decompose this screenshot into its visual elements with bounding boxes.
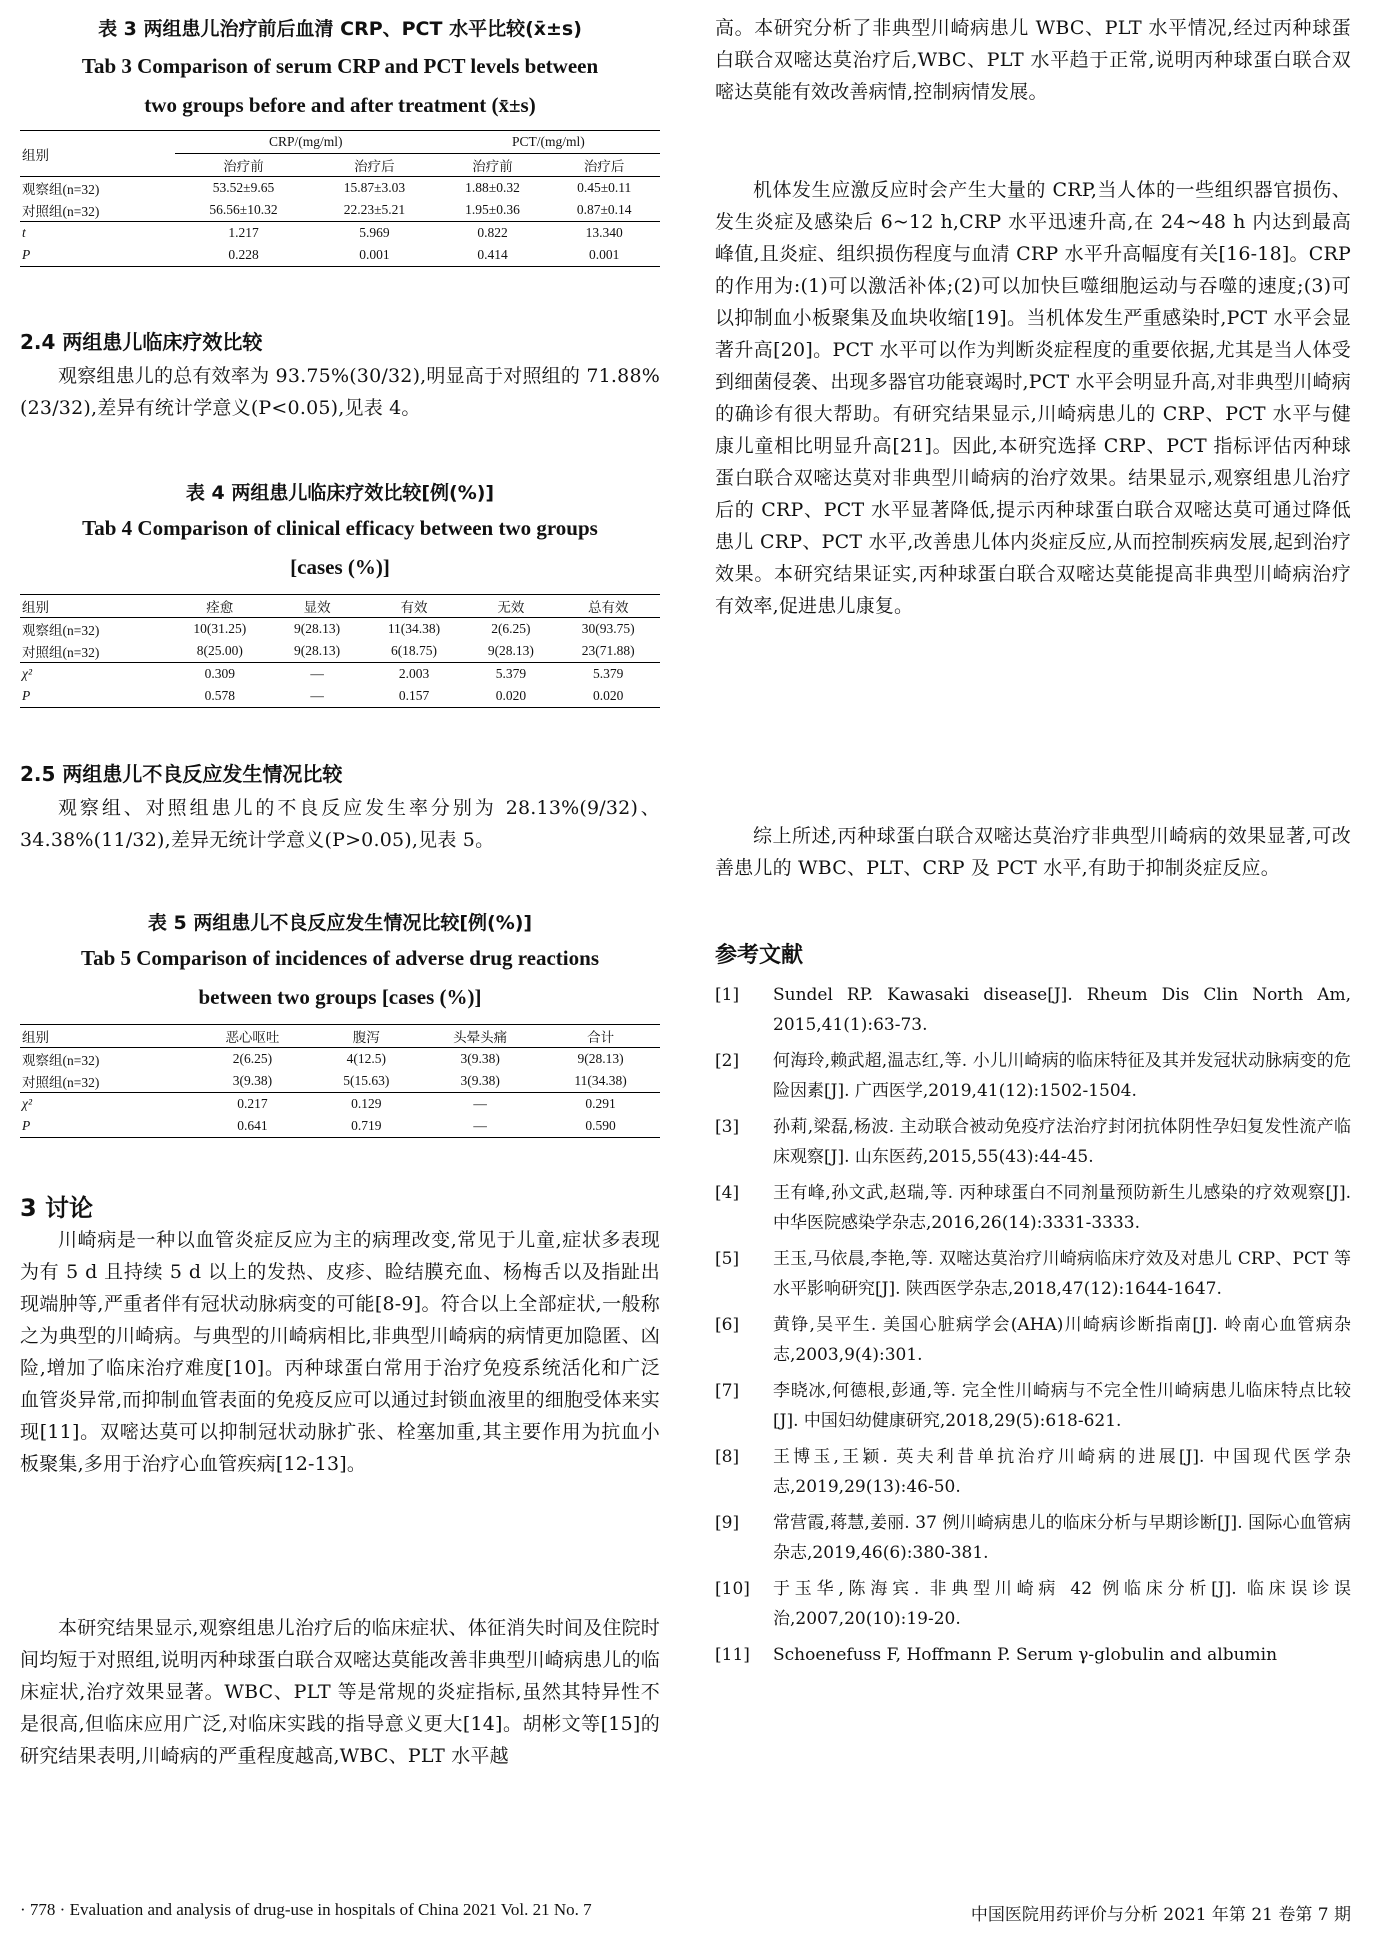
table5 — [20, 1024, 660, 1138]
reference-list — [715, 980, 1351, 1676]
table4-cell: 9(28.13) — [294, 621, 341, 636]
table5-cell: 5(15.63) — [343, 1073, 390, 1088]
section-2-4-heading: 2.4 两组患儿临床疗效比较 — [20, 330, 263, 354]
table5-cell: 9(28.13) — [577, 1051, 624, 1066]
reference-number: [3] — [715, 1117, 740, 1137]
table4-cell: 2.003 — [398, 666, 430, 681]
section-2-5-heading: 2.5 两组患儿不良反应发生情况比较 — [20, 762, 343, 786]
table4-title-en-1: Tab 4 Comparison of clinical efficacy between two groups — [82, 516, 598, 540]
table3-cell: 观察组(n=32) — [22, 182, 100, 197]
table3-row — [20, 199, 660, 222]
table3-row — [20, 244, 660, 267]
reference-item — [715, 1640, 1351, 1670]
table3-cell: 53.52±9.65 — [212, 180, 275, 195]
table5-header-row — [20, 1025, 660, 1048]
section-2-5-paragraph: 观察组、对照组患儿的不良反应发生率分别为 28.13%(9/32)、34.38%(11/32),差异无统计学意义(P>0.05),见表 5。 — [20, 797, 660, 851]
table3-row — [20, 222, 660, 245]
table5-row — [20, 1093, 660, 1116]
reference-item — [715, 1310, 1351, 1370]
table5-row — [20, 1070, 660, 1093]
table5-cell: P — [22, 1118, 31, 1133]
section-2-4-paragraph: 观察组患儿的总有效率为 93.75%(30/32),明显高于对照组的 71.88%(23/32),差异有统计学意义(P<0.05),见表 4。 — [20, 365, 660, 419]
table4-cell: 0.157 — [398, 688, 430, 703]
table5-header: 合计 — [587, 1030, 615, 1045]
table3-cell: 0.414 — [477, 247, 508, 262]
table3-header-group: 组别 — [20, 131, 175, 177]
reference-item — [715, 1046, 1351, 1106]
table5-cell: 3(9.38) — [232, 1073, 273, 1088]
table3-header-pct-before: 治疗前 — [472, 159, 513, 174]
table3-cell: 0.45±0.11 — [577, 180, 632, 195]
table5-header: 恶心呕吐 — [225, 1030, 280, 1045]
table3-cell: 15.87±3.03 — [343, 180, 406, 195]
table5-cell: χ² — [22, 1096, 32, 1111]
table5-title-en-2: between two groups [cases (%)] — [198, 985, 482, 1009]
reference-item — [715, 1244, 1351, 1304]
table5-cell: 3(9.38) — [460, 1073, 500, 1088]
reference-item — [715, 1508, 1351, 1568]
reference-number: [6] — [715, 1315, 740, 1335]
table4-header-row — [20, 595, 660, 618]
table4 — [20, 594, 660, 708]
reference-item — [715, 1376, 1351, 1436]
table5-cell: 4(12.5) — [346, 1051, 386, 1066]
reference-number: [8] — [715, 1447, 740, 1467]
table3-cell: 0.87±0.14 — [576, 202, 632, 217]
table4-header: 痊愈 — [206, 600, 234, 615]
reference-text: 王有峰,孙文武,赵瑞,等. 丙种球蛋白不同剂量预防新生儿感染的疗效观察[J]. 中华医院感染学杂志,2016,26(14):3331-3333. — [773, 1183, 1351, 1233]
table5-cell: 观察组(n=32) — [22, 1053, 100, 1068]
table4-row — [20, 640, 660, 663]
table5-row — [20, 1115, 660, 1138]
table4-cell: 0.309 — [204, 666, 235, 681]
table4-header: 无效 — [497, 600, 525, 615]
table5-title-en-1: Tab 5 Comparison of incidences of adverse drug reactions — [80, 946, 599, 970]
table4-row — [20, 663, 660, 686]
reference-text: Sundel RP. Kawasaki disease[J]. Rheum Dis Clin North Am, 2015,41(1):63-73. — [773, 985, 1351, 1035]
table5-cell: 0.217 — [237, 1096, 268, 1111]
table4-cell: 观察组(n=32) — [22, 623, 100, 638]
table3-cell: 1.95±0.36 — [465, 202, 520, 217]
discussion-paragraph-1: 川崎病是一种以血管炎症反应为主的病理改变,常见于儿童,症状多表现为有 5 d 且持续 5 d 以上的发热、皮疹、睑结膜充血、杨梅舌以及指趾出现端肿等,严重者伴有冠状动脉病变的可能[8-9]。符合以上全部症状,一般称之为典型的川崎病。与典型的川崎病相比,非典型川崎病的病情更加隐匿、凶险,增加了临床治疗难度[10]。丙种球蛋白常用于治疗免疫系统活化和广泛血管炎异常,而抑制血管表面的免疫反应可以通过封锁血液里的细胞受体来实现[11]。双嘧达莫可以抑制冠状动脉扩张、栓塞加重,其主要作用为抗血小板聚集,多用于治疗心血管疾病[12-13]。 — [20, 1229, 660, 1475]
table3-cell: 13.340 — [585, 225, 623, 240]
table5-title-zh: 表 5 两组患儿不良反应发生情况比较[例(%)] — [147, 912, 533, 934]
table4-cell: 23(71.88) — [581, 643, 635, 658]
right-paragraph-0: 高。本研究分析了非典型川崎病患儿 WBC、PLT 水平情况,经过丙种球蛋白联合双嘧达莫治疗后,WBC、PLT 水平趋于正常,说明丙种球蛋白联合双嘧达莫能有效改善病情,控制病情发展。 — [715, 17, 1351, 103]
section-3-heading: 3 讨论 — [20, 1194, 94, 1222]
table5-cell: 0.719 — [351, 1118, 382, 1133]
reference-text: 常营霞,蒋慧,姜丽. 37 例川崎病患儿的临床分析与早期诊断[J]. 国际心血管病杂志,2019,46(6):380-381. — [773, 1513, 1351, 1563]
table4-cell: — — [310, 688, 324, 703]
table5-cell: 0.641 — [237, 1118, 268, 1133]
discussion-paragraph-2: 本研究结果显示,观察组患儿治疗后的临床症状、体征消失时间及住院时间均短于对照组,说明丙种球蛋白联合双嘧达莫能改善非典型川崎病患儿的临床症状,治疗效果显著。WBC、PLT 等是常规的炎症指标,虽然其特异性不是很高,但临床应用广泛,对临床实践的指导意义更大[14]。胡彬文等[15]的研究结果表明,川崎病的严重程度越高,WBC、PLT 水平越 — [20, 1617, 660, 1767]
table5-cell: 3(9.38) — [460, 1051, 500, 1066]
table3 — [20, 130, 660, 267]
table3-cell: 0.228 — [228, 247, 259, 262]
table4-cell: 6(18.75) — [390, 643, 438, 658]
reference-number: [11] — [715, 1645, 750, 1665]
table5-cell: 对照组(n=32) — [22, 1075, 100, 1090]
table4-row — [20, 618, 660, 641]
table4-cell: 0.020 — [495, 688, 527, 703]
table4-header: 总有效 — [587, 600, 629, 615]
reference-number: [4] — [715, 1183, 740, 1203]
table4-cell: 11(34.38) — [387, 621, 441, 636]
reference-item — [715, 980, 1351, 1040]
table3-header-pct: PCT/(mg/ml) — [437, 131, 660, 154]
table5-cell: 11(34.38) — [574, 1073, 627, 1088]
table5-cell: 0.291 — [585, 1096, 616, 1111]
table4-cell: 对照组(n=32) — [22, 645, 100, 660]
footer-right: 中国医院用药评价与分析 2021 年第 21 卷第 7 期 — [970, 1905, 1351, 1925]
reference-number: [1] — [715, 985, 740, 1005]
table3-row — [20, 177, 660, 200]
table5-cell: 0.129 — [351, 1096, 382, 1111]
table3-cell: 5.969 — [359, 225, 390, 240]
table3-cell: P — [22, 247, 31, 262]
table3-cell: t — [22, 225, 26, 240]
table3-cell: 对照组(n=32) — [22, 204, 100, 219]
table3-cell: 1.217 — [228, 225, 259, 240]
table4-cell: 30(93.75) — [581, 621, 635, 636]
reference-text: 王玉,马依晨,李艳,等. 双嘧达莫治疗川崎病临床疗效及对患儿 CRP、PCT 等水平影响研究[J]. 陕西医学杂志,2018,47(12):1644-1647. — [773, 1249, 1351, 1299]
reference-text: 黄铮,吴平生. 美国心脏病学会(AHA)川崎病诊断指南[J]. 岭南心血管病杂志,2003,9(4):301. — [773, 1315, 1351, 1365]
reference-text: 李晓冰,何德根,彭通,等. 完全性川崎病与不完全性川崎病患儿临床特点比较[J]. 中国妇幼健康研究,2018,29(5):618-621. — [773, 1381, 1351, 1431]
table4-cell: 10(31.25) — [193, 621, 247, 636]
table4-cell: 5.379 — [593, 666, 624, 681]
table4-title-en-2: [cases (%)] — [290, 555, 390, 579]
reference-item — [715, 1442, 1351, 1502]
table5-row — [20, 1048, 660, 1071]
table4-cell: 0.020 — [593, 688, 624, 703]
table5-caption — [20, 908, 660, 1017]
table4-header: 组别 — [22, 600, 49, 615]
table3-title-zh: 表 3 两组患儿治疗前后血清 CRP、PCT 水平比较(x̄±s) — [98, 18, 582, 40]
table4-cell: 2(6.25) — [491, 621, 531, 636]
table3-cell: 0.001 — [359, 247, 390, 262]
table4-title-zh: 表 4 两组患儿临床疗效比较[例(%)] — [185, 482, 495, 504]
reference-number: [7] — [715, 1381, 740, 1401]
table3-header-crp-before: 治疗前 — [223, 159, 264, 174]
table4-cell: χ² — [22, 666, 32, 681]
reference-item — [715, 1178, 1351, 1238]
reference-number: [9] — [715, 1513, 740, 1533]
table4-cell: P — [22, 688, 31, 703]
table4-cell: 9(28.13) — [487, 643, 534, 658]
table3-title-en-2: two groups before and after treatment (x̄±s) — [144, 93, 536, 117]
table4-header: 有效 — [400, 600, 428, 615]
table3-header-crp-after: 治疗后 — [354, 159, 395, 174]
footer-left: · 778 · Evaluation and analysis of drug-use in hospitals of China 2021 Vol. 21 No. 7 — [20, 1900, 592, 1919]
table4-cell: 9(28.13) — [294, 643, 341, 658]
table5-header: 组别 — [22, 1030, 49, 1045]
table5-header: 头晕头痛 — [453, 1030, 508, 1045]
reference-item — [715, 1112, 1351, 1172]
reference-item — [715, 1574, 1351, 1634]
table4-cell: 8(25.00) — [196, 643, 243, 658]
table3-title-en-1: Tab 3 Comparison of serum CRP and PCT levels between — [81, 54, 599, 78]
table3-caption — [20, 14, 660, 125]
table4-header: 显效 — [303, 600, 331, 615]
reference-number: [2] — [715, 1051, 740, 1071]
reference-text: 孙莉,梁磊,杨波. 主动联合被动免疫疗法治疗封闭抗体阴性孕妇复发性流产临床观察[J]. 山东医药,2015,55(43):44-45. — [773, 1117, 1351, 1167]
reference-number: [5] — [715, 1249, 740, 1269]
table3-cell: 22.23±5.21 — [343, 202, 406, 217]
reference-number: [10] — [715, 1579, 750, 1599]
reference-text: 王博玉,王颖. 英夫利昔单抗治疗川崎病的进展[J]. 中国现代医学杂志,2019,29(13):46-50. — [773, 1447, 1351, 1497]
right-paragraph-1: 机体发生应激反应时会产生大量的 CRP,当人体的一些组织器官损伤、发生炎症及感染后 6~12 h,CRP 水平迅速升高,在 24~48 h 内达到最高峰值,且炎症、组织损伤程度与血清 CRP 水平升高幅度有关[16-18]。CRP 的作用为:(1)可以激活补体;(2)可以加快巨噬细胞运动与吞噬的速度;(3)可以抑制血小板聚集及血块收缩[19]。当机体发生严重感染时,PCT 水平会显著升高[20]。PCT 水平可以作为判断炎症程度的重要依据,尤其是当人体受到细菌侵袭、出现多器官功能衰竭时,PCT 水平会明显升高,对非典型川崎病的确诊有很大帮助。有研究结果显示,川崎病患儿的 CRP、PCT 水平与健康儿童相比明显升高[21]。因此,本研究选择 CRP、PCT 指标评估丙种球蛋白联合双嘧达莫对非典型川崎病的治疗效果。结果显示,观察组患儿治疗后的 CRP、PCT 水平显著降低,提示丙种球蛋白联合双嘧达莫可通过降低患儿 CRP、PCT 水平,改善患儿体内炎症反应,从而控制疾病发展,起到治疗效果。本研究结果证实,丙种球蛋白联合双嘧达莫能提高非典型川崎病治疗有效率,促进患儿康复。 — [715, 179, 1351, 617]
table3-cell: 56.56±10.32 — [209, 202, 278, 217]
table4-cell: — — [310, 666, 324, 681]
table4-row — [20, 685, 660, 708]
table5-header: 腹泻 — [352, 1030, 380, 1045]
references-heading: 参考文献 — [715, 943, 804, 968]
table3-header-crp: CRP/(mg/ml) — [175, 131, 437, 154]
right-paragraph-2: 综上所述,丙种球蛋白联合双嘧达莫治疗非典型川崎病的效果显著,可改善患儿的 WBC、PLT、CRP 及 PCT 水平,有助于抑制炎症反应。 — [715, 825, 1351, 879]
table4-cell: 0.578 — [204, 688, 235, 703]
reference-text: 何海玲,赖武超,温志红,等. 小儿川崎病的临床特征及其并发冠状动脉病变的危险因素[J]. 广西医学,2019,41(12):1502-1504. — [773, 1051, 1351, 1101]
table4-caption — [20, 478, 660, 587]
table4-cell: 5.379 — [495, 666, 527, 681]
table5-cell: — — [473, 1096, 487, 1111]
reference-text: 于玉华,陈海宾. 非典型川崎病 42 例临床分析[J]. 临床误诊误治,2007,20(10):19-20. — [773, 1579, 1351, 1629]
table3-cell: 1.88±0.32 — [465, 180, 520, 195]
table5-cell: 2(6.25) — [232, 1051, 273, 1066]
table5-cell: — — [473, 1118, 487, 1133]
table3-header-pct-after: 治疗后 — [583, 159, 625, 174]
reference-text: Schoenefuss F, Hoffmann P. Serum γ-globulin and albumin — [773, 1645, 1278, 1665]
table5-cell: 0.590 — [585, 1118, 616, 1133]
table3-cell: 0.001 — [588, 247, 620, 262]
table3-cell: 0.822 — [477, 225, 508, 240]
